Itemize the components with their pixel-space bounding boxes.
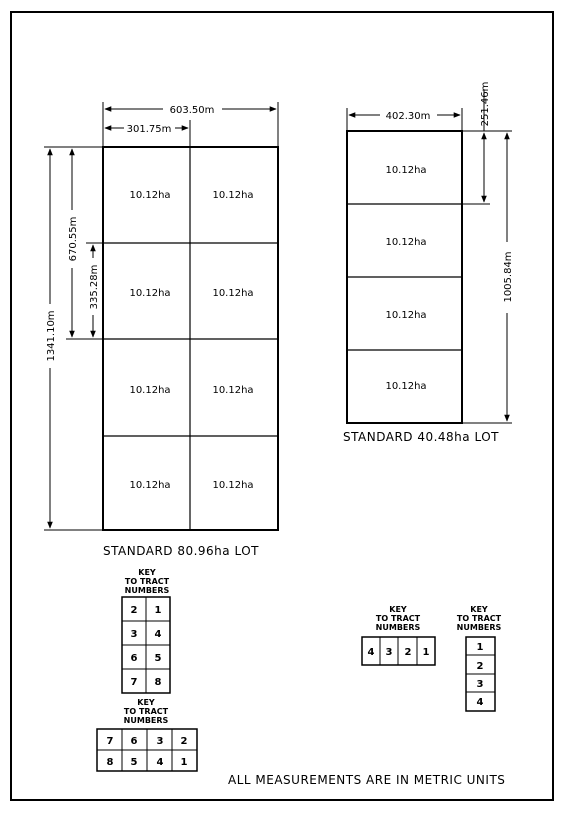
tract-number: 7 <box>106 736 114 747</box>
dim-total-width-80 <box>105 105 276 116</box>
key-title-line: NUMBERS <box>123 716 169 725</box>
tract-number: 2 <box>476 661 484 672</box>
dim-label: 402.30m <box>385 111 431 122</box>
dim-width-40 <box>349 111 460 122</box>
tract-number: 2 <box>180 736 188 747</box>
dim-half-width-80 <box>105 124 188 135</box>
caption-40-lot: STANDARD 40.48ha LOT <box>343 430 499 444</box>
dim-label: 1341.10m <box>46 310 57 362</box>
lot-40-tract-labels <box>385 165 426 392</box>
dim-total-height-80 <box>46 149 57 528</box>
key-title-line: NUMBERS <box>375 623 421 632</box>
tract-number: 8 <box>154 677 162 688</box>
dim-label: 335.28m <box>89 264 100 310</box>
key-title-line: KEY <box>470 605 488 614</box>
tract-area-label: 10.12ha <box>385 165 427 176</box>
dim-label: 670.55m <box>68 216 79 262</box>
tract-area-label: 10.12ha <box>385 381 427 392</box>
dim-quarter-height-80 <box>89 245 100 337</box>
tract-number: 4 <box>476 697 484 708</box>
tract-area-label: 10.12ha <box>212 190 254 201</box>
tract-number: 3 <box>385 647 393 658</box>
tract-number: 2 <box>404 647 412 658</box>
tract-area-label: 10.12ha <box>385 237 427 248</box>
footer-note: ALL MEASUREMENTS ARE IN METRIC UNITS <box>228 773 506 787</box>
tract-number: 5 <box>130 757 138 768</box>
key-title-line: NUMBERS <box>124 586 170 595</box>
key-title-line: TO TRACT <box>456 614 502 623</box>
tract-number: 4 <box>367 647 375 658</box>
tract-number: 1 <box>422 647 430 658</box>
tract-area-label: 10.12ha <box>129 288 171 299</box>
page-border <box>11 12 553 800</box>
tract-number: 3 <box>130 629 138 640</box>
tract-number: 2 <box>130 605 138 616</box>
tract-area-label: 10.12ha <box>385 310 427 321</box>
tract-number: 3 <box>476 679 484 690</box>
tract-area-label: 10.12ha <box>129 190 171 201</box>
tract-number: 1 <box>180 757 188 768</box>
tract-number: 6 <box>130 736 138 747</box>
tract-number: 1 <box>154 605 162 616</box>
dim-total-height-40 <box>503 133 514 421</box>
tract-number: 4 <box>154 629 162 640</box>
key-40-vertical <box>457 605 502 711</box>
dim-label: 1005.84m <box>503 251 514 303</box>
dim-tract-height-40 <box>480 82 491 202</box>
tract-number: 8 <box>106 757 114 768</box>
dim-label: 301.75m <box>126 124 172 135</box>
key-40-horizontal <box>362 605 435 665</box>
key-80-vertical <box>122 568 170 693</box>
key-title-line: NUMBERS <box>456 623 502 632</box>
key-title-line: KEY <box>138 568 156 577</box>
tract-number: 7 <box>130 677 138 688</box>
tract-area-label: 10.12ha <box>129 480 171 491</box>
key-title-line: TO TRACT <box>123 707 169 716</box>
caption-80-lot: STANDARD 80.96ha LOT <box>103 544 259 558</box>
key-80-horizontal <box>97 698 197 771</box>
tract-number: 5 <box>154 653 162 664</box>
key-title-line: KEY <box>389 605 407 614</box>
key-title-line: KEY <box>137 698 155 707</box>
key-title-line: TO TRACT <box>375 614 421 623</box>
tract-area-label: 10.12ha <box>212 385 254 396</box>
tract-number: 4 <box>156 757 164 768</box>
tract-area-label: 10.12ha <box>212 480 254 491</box>
key-title-line: TO TRACT <box>124 577 170 586</box>
dim-half-height-80 <box>68 149 79 337</box>
tract-number: 6 <box>130 653 138 664</box>
lot-80-grid <box>103 147 278 530</box>
dim-label: 603.50m <box>169 105 215 116</box>
dim-label: 251.46m <box>480 81 491 127</box>
tract-number: 3 <box>156 736 164 747</box>
tract-area-label: 10.12ha <box>129 385 171 396</box>
lot-80-tract-labels <box>129 190 253 491</box>
tract-number: 1 <box>476 642 484 653</box>
tract-area-label: 10.12ha <box>212 288 254 299</box>
